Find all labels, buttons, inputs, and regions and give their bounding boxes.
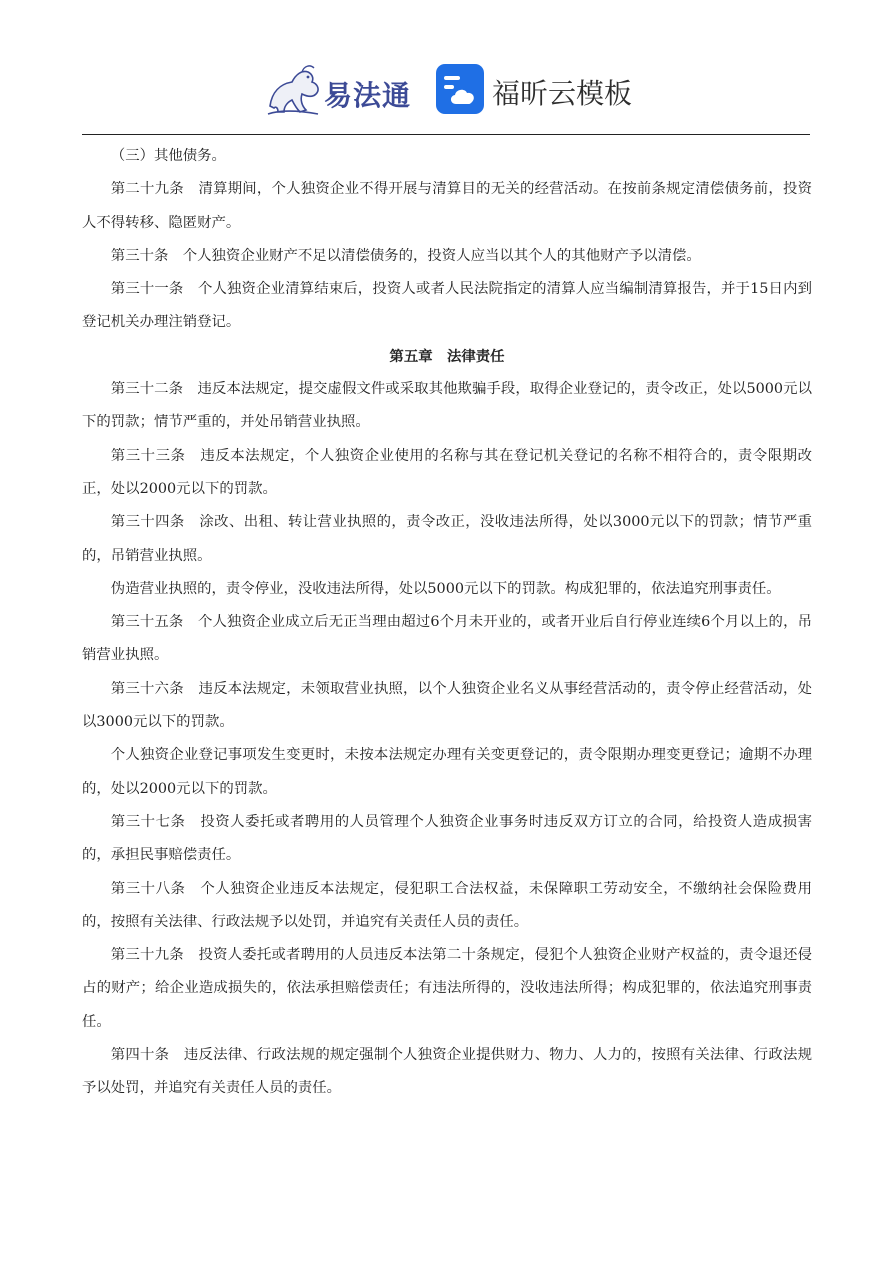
paragraph-other-debts: （三）其他债务。 [110, 148, 226, 164]
horse-emblem-icon [262, 62, 324, 118]
article-32: 第三十二条 违反本法规定，提交虚假文件或采取其他欺骗手段，取得企业登记的，责令改正，处以5000元以下的罚款；情节严重的，并处吊销营业执照。 [82, 381, 812, 431]
foxit-template-logo [436, 64, 636, 116]
article-34-paragraph-2: 伪造营业执照的，责令停业，没收违法所得，处以5000元以下的罚款。构成犯罪的，依法追究刑事责任。 [110, 580, 781, 597]
article-34: 第三十四条 涂改、出租、转让营业执照的，责令改正，没收违法所得，处以3000元以下的罚款；情节严重的，吊销营业执照。 [82, 514, 812, 564]
document-body [82, 140, 812, 1106]
article-35: 第三十五条 个人独资企业成立后无正当理由超过6个月未开业的，或者开业后自行停业连续6个月以上的，吊销营业执照。 [82, 614, 812, 664]
chapter-5-heading: 第五章 法律责任 [389, 347, 505, 365]
article-30: 第三十条 个人独资企业财产不足以清偿债务的，投资人应当以其个人的其他财产予以清偿。 [110, 247, 701, 264]
article-39: 第三十九条 投资人委托或者聘用的人员违反本法第二十条规定，侵犯个人独资企业财产权益的，责令退还侵占的财产；给企业造成损失的，依法承担赔偿责任；有违法所得的，没收违法所得；构成犯罪的，依法追究刑事责任。 [82, 947, 812, 1030]
foxit-brand-text: 福昕云模板 [492, 77, 633, 110]
yifatong-logo [262, 62, 412, 118]
yifatong-brand-text: 易法通 [324, 79, 412, 112]
article-36: 第三十六条 违反本法规定，未领取营业执照，以个人独资企业名义从事经营活动的，责令停止经营活动，处以3000元以下的罚款。 [82, 680, 812, 731]
article-38: 第三十八条 个人独资企业违反本法规定，侵犯职工合法权益，未保障职工劳动安全，不缴纳社会保险费用的，按照有关法律、行政法规予以处罚，并追究有关责任人员的责任。 [82, 880, 812, 930]
article-40: 第四十条 违反法律、行政法规的规定强制个人独资企业提供财力、物力、人力的，按照有关法律、行政法规予以处罚，并追究有关责任人员的责任。 [82, 1047, 812, 1097]
article-33: 第三十三条 违反本法规定，个人独资企业使用的名称与其在登记机关登记的名称不相符合的，责令限期改正，处以2000元以下的罚款。 [82, 447, 812, 497]
cloud-document-icon [436, 64, 484, 114]
page-header [0, 56, 893, 126]
article-37: 第三十七条 投资人委托或者聘用的人员管理个人独资企业事务时违反双方订立的合同，给投资人造成损害的，承担民事赔偿责任。 [82, 813, 812, 864]
header-divider [82, 134, 810, 135]
article-29: 第二十九条 清算期间，个人独资企业不得开展与清算目的无关的经营活动。在按前条规定清偿债务前，投资人不得转移、隐匿财产。 [82, 181, 812, 231]
article-31: 第三十一条 个人独资企业清算结束后，投资人或者人民法院指定的清算人应当编制清算报告，并于15日内到登记机关办理注销登记。 [82, 281, 812, 331]
article-36-paragraph-2: 个人独资企业登记事项发生变更时，未按本法规定办理有关变更登记的，责令限期办理变更登记；逾期不办理的，处以2000元以下的罚款。 [82, 747, 812, 797]
